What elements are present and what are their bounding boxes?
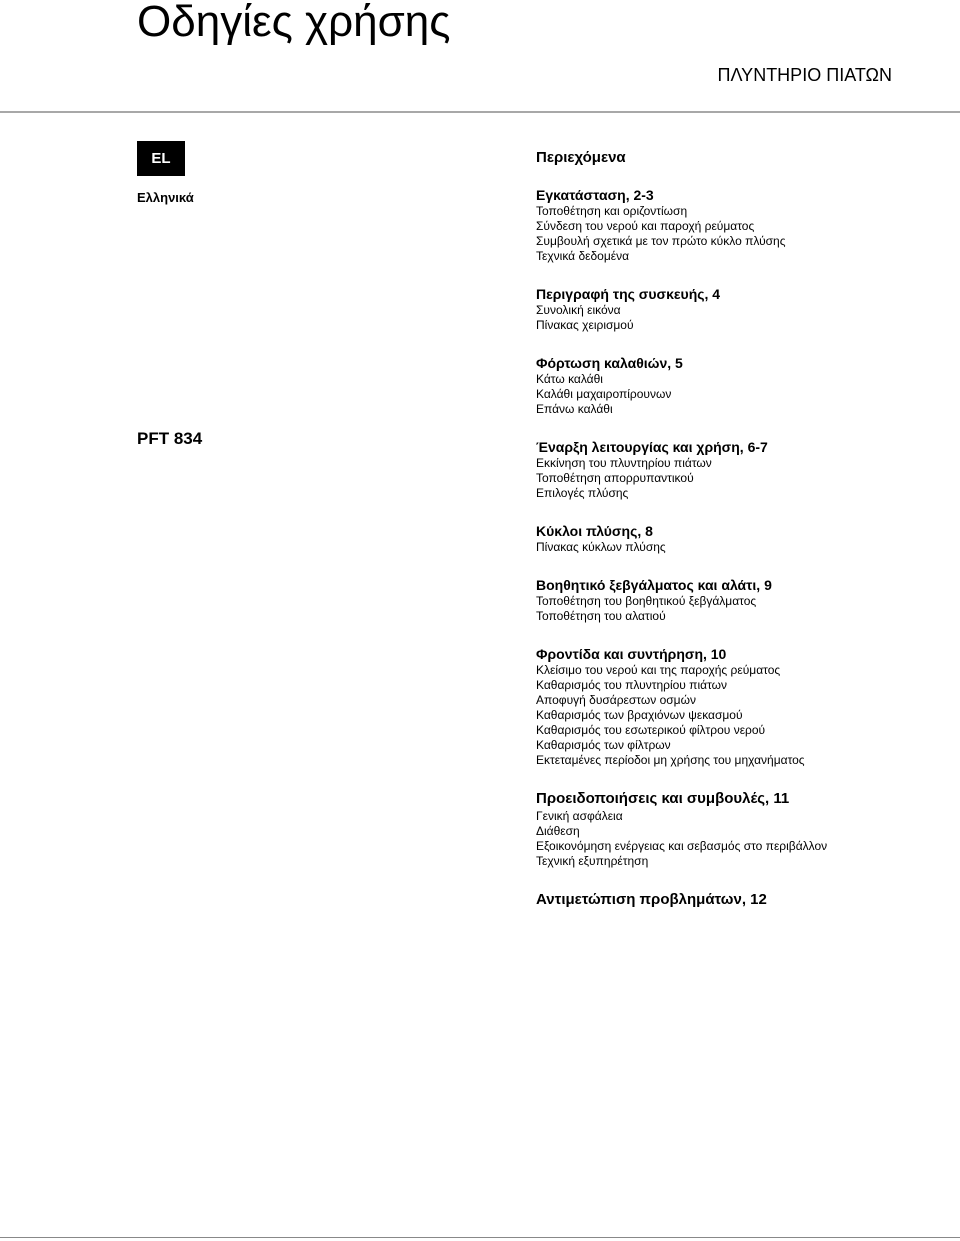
toc-item: Σύνδεση του νερού και παροχή ρεύματος (536, 219, 755, 233)
toc-item: Καθαρισμός του πλυντηρίου πιάτων (536, 678, 728, 692)
toc-item: Εκκίνηση του πλυντηρίου πιάτων (536, 456, 712, 470)
toc-item: Τοποθέτηση του αλατιού (536, 609, 666, 623)
toc-section-title: Περιγραφή της συσκευής, 4 (536, 286, 721, 302)
toc-section-start-up (536, 439, 866, 501)
toc-section-wash-cycles (536, 523, 866, 555)
toc-item: Καλάθι μαχαιροπίρουνων (536, 387, 672, 401)
toc-item: Επιλογές πλύσης (536, 486, 629, 500)
toc-section-title: Βοηθητικό ξεβγάλματος και αλάτι, 9 (536, 577, 772, 593)
language-name: Ελληνικά (137, 190, 194, 205)
toc-item: Καθαρισμός των βραχιόνων ψεκασμού (536, 708, 743, 722)
page-title: Οδηγίες χρήσης (137, 0, 451, 46)
toc-item: Διάθεση (536, 824, 580, 838)
toc-item: Κλείσιμο του νερού και της παροχής ρεύματος (536, 663, 781, 677)
toc-item: Τεχνικά δεδομένα (536, 249, 630, 263)
toc-section-warnings (536, 790, 866, 869)
toc-item: Καθαρισμός των φίλτρων (536, 738, 671, 752)
toc-heading: Περιεχόμενα (536, 149, 626, 166)
toc-item: Τεχνική εξυπηρέτηση (536, 854, 649, 868)
toc-section-care (536, 646, 866, 768)
toc-item: Εκτεταμένες περίοδοι μη χρήσης του μηχανήματος (536, 753, 805, 767)
toc-item: Τοποθέτηση απορρυπαντικού (536, 471, 694, 485)
footer-divider (0, 1237, 960, 1238)
toc-section-installation (536, 187, 866, 264)
toc-section-rinse-aid-salt (536, 577, 866, 624)
toc-item: Αποφυγή δυσάρεστων οσμών (536, 693, 696, 707)
toc-item: Τοποθέτηση και οριζοντίωση (536, 204, 688, 218)
toc-section-troubleshooting (536, 891, 866, 909)
toc-section-title: Κύκλοι πλύσης, 8 (536, 523, 653, 539)
toc-section-title: Έναρξη λειτουργίας και χρήση, 6-7 (536, 439, 768, 455)
toc-section-loading (536, 355, 866, 417)
toc-section-title: Προειδοποιήσεις και συμβουλές, 11 (536, 790, 790, 807)
toc-section-title: Φόρτωση καλαθιών, 5 (536, 355, 683, 371)
product-type: ΠΛΥΝΤΗΡΙΟ ΠΙΑΤΩΝ (717, 65, 892, 85)
model-number: PFT 834 (137, 429, 203, 448)
toc-item: Καθαρισμός του εσωτερικού φίλτρου νερού (536, 723, 766, 737)
toc-item: Πίνακας χειρισμού (536, 318, 634, 332)
language-code-badge: EL (137, 141, 185, 176)
toc-item: Τοποθέτηση του βοηθητικού ξεβγάλματος (536, 594, 757, 608)
toc-item: Εξοικονόμηση ενέργειας και σεβασμός στο περιβάλλον (536, 839, 828, 853)
toc-section-title: Φροντίδα και συντήρηση, 10 (536, 646, 727, 662)
toc-item: Επάνω καλάθι (536, 402, 613, 416)
toc-section-title: Εγκατάσταση, 2-3 (536, 187, 654, 203)
header-divider (0, 111, 960, 113)
toc-item: Συνολική εικόνα (536, 303, 621, 317)
toc-item: Κάτω καλάθι (536, 372, 603, 386)
toc-item: Πίνακας κύκλων πλύσης (536, 540, 666, 554)
toc-item: Συμβουλή σχετικά με τον πρώτο κύκλο πλύσης (536, 234, 786, 248)
toc-item: Γενική ασφάλεια (536, 809, 623, 823)
toc-section-title: Αντιμετώπιση προβλημάτων, 12 (536, 891, 767, 908)
table-of-contents (536, 187, 866, 931)
toc-section-description (536, 286, 866, 333)
